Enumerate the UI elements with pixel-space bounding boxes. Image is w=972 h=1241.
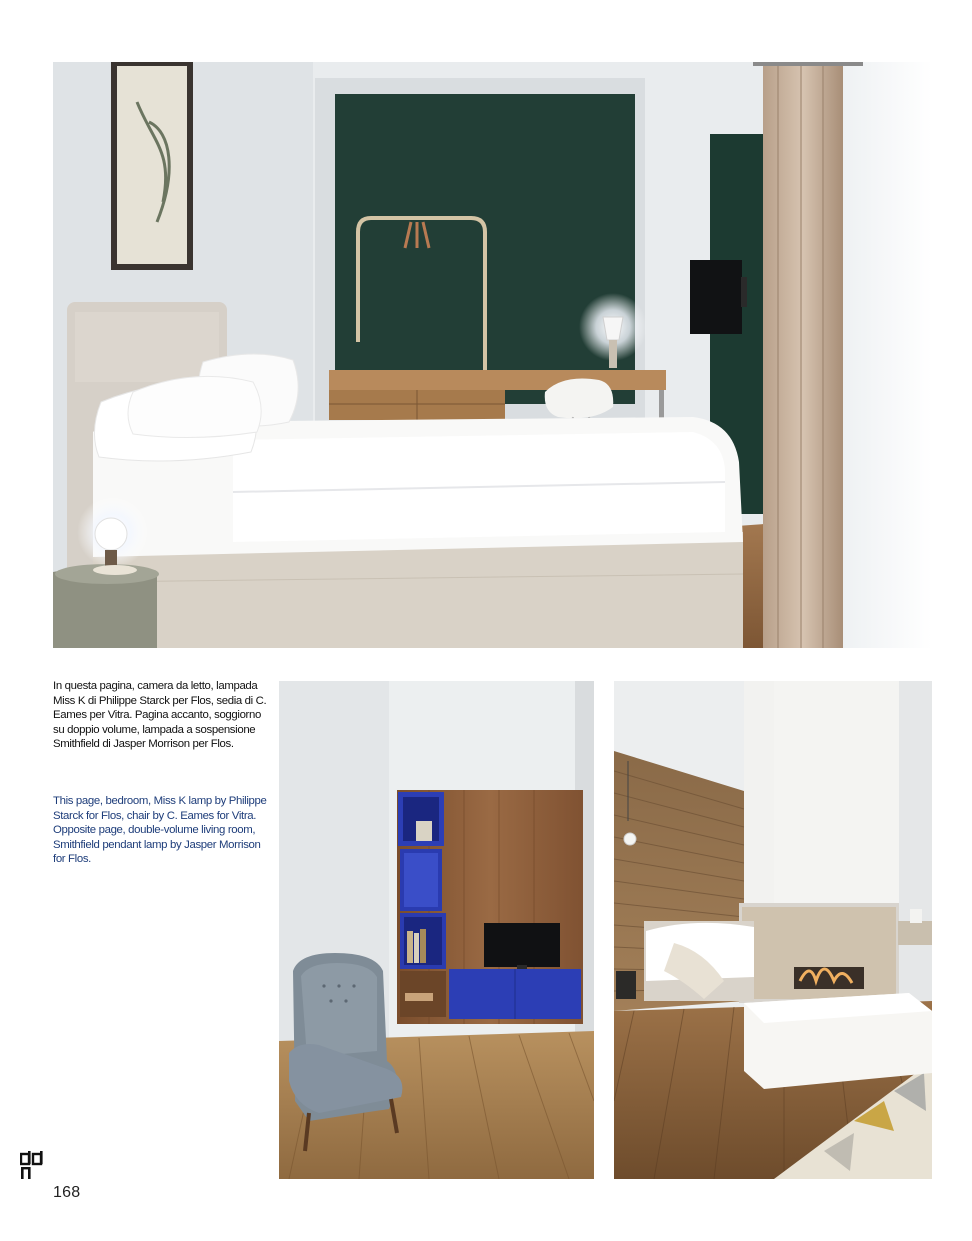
suite-fireplace-photo xyxy=(614,681,932,1179)
bedroom-photo xyxy=(53,62,932,648)
caption-italian: In questa pagina, camera da letto, lampada Miss K di Philippe Starck per Flos, sedia di C. Eames per Vitra. Pagina accanto, soggiorno su doppio volume, lampada a sospensione Smithfield di Jasper Morrison per Flos. xyxy=(53,680,267,751)
living-room-photo xyxy=(279,681,594,1179)
page-number: 168 xyxy=(53,1184,81,1201)
caption-english: This page, bedroom, Miss K lamp by Philippe Starck for Flos, chair by C. Eames for Vitra. Opposite page, double-volume living room, Smithfield pendant lamp by Jasper Morrison for Flos. xyxy=(53,795,267,866)
magazine-logo xyxy=(20,1151,48,1181)
